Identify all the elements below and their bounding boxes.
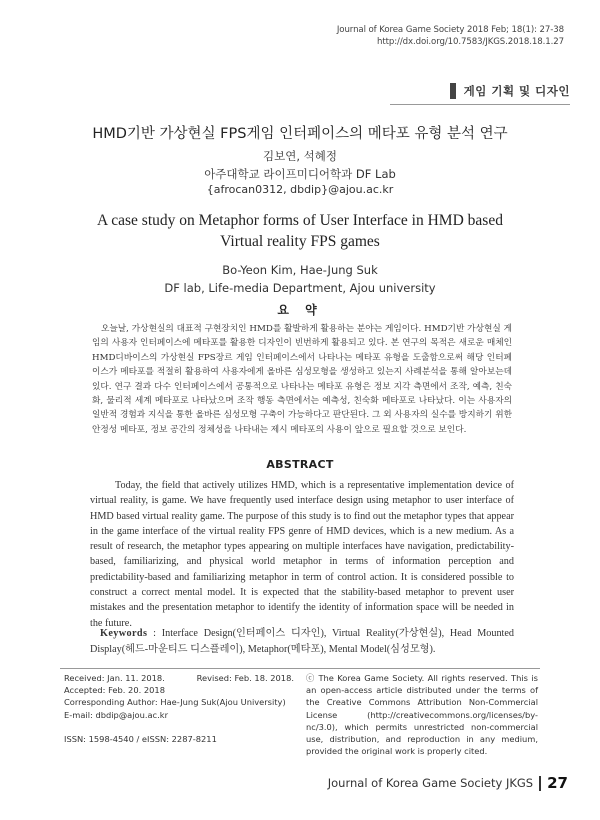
affiliation-english: DF lab, Life-media Department, Ajou university <box>164 281 436 295</box>
title-english <box>0 210 600 252</box>
keywords <box>90 626 514 657</box>
page-footer <box>328 774 568 792</box>
title-english-line2: Virtual reality FPS games <box>220 233 380 250</box>
issn: ISSN: 1598-4540 / eISSN: 2287-8211 <box>64 733 217 744</box>
license-notice: ⓒ The Korea Game Society. All rights reserved. This is an open-access article distributed under the terms of the Creative Commons Attribution Non-Commercial License (http://creativecommons.org/licenses/by-nc/3.0), which permits unrestricted non-commercial use, distribution, and reproduction in any medium, provided the original work is properly cited. <box>306 673 538 757</box>
abstract-english: Today, the field that actively utilizes HMD, which is a representative implementation device of virtual reality, is game. We have frequently used interface design using metaphor to user interface of HMD based virtual reality game. The purpose of this study is to find out the metaphor types that appear in the game interface of the virtual reality FPS genre of HMD devices, which is a new medium. As a result of research, the metaphor types appearing on multiple interfaces have navigation, predictability-based, familiarizing, and physical world metaphor in terms of information perception and predictability-based and familiarizing metaphor in term of control action. It is considered possible to construct a correct mental model. It is expected that the stability-based metaphor to prevent user mistakes and the presentation metaphor to identify the identity of information space will be needed in the future. <box>90 480 514 629</box>
received-date: Received: Jan. 11. 2018. <box>64 673 165 683</box>
authors-english: Bo-Yeon Kim, Hae-Jung Suk <box>222 263 378 277</box>
title-korean: HMD기반 가상현실 FPS게임 인터페이스의 메타포 유형 분석 연구 <box>92 126 508 142</box>
footer-journal-name: Journal of Korea Game Society JKGS <box>327 776 534 790</box>
article-history <box>64 672 294 745</box>
accepted-date: Accepted: Feb. 20. 2018 <box>64 685 165 696</box>
section-marker <box>450 83 456 99</box>
keywords-text: : Interface Design(인터페이스 디자인), Virtual Reality(가상현실), Head Mounted Display(헤드-마운티드 디스플레이), Metaphor(메타포), Mental Model(심성모형). <box>90 628 514 655</box>
affiliation-korean: 아주대학교 라이프미디어학과 DF Lab <box>204 167 396 181</box>
section-label: 게임 기획 및 디자인 <box>463 84 570 98</box>
journal-citation: Journal of Korea Game Society 2018 Feb; 18(1): 27-38 <box>336 25 564 35</box>
corresponding-email: E-mail: dbdip@ajou.ac.kr <box>64 709 168 720</box>
doi-link[interactable]: http://dx.doi.org/10.7583/JKGS.2018.18.1.27 <box>377 37 564 47</box>
keywords-label: Keywords <box>100 628 148 639</box>
footer-divider <box>60 668 540 669</box>
title-english-line1: A case study on Metaphor forms of User Interface in HMD based <box>97 212 503 229</box>
author-email: {afrocan0312, dbdip}@ajou.ac.kr <box>206 183 394 196</box>
footer-separator <box>539 776 541 791</box>
revised-date: Revised: Feb. 18. 2018. <box>196 673 294 683</box>
section-tag <box>450 81 570 101</box>
abstract-heading: ABSTRACT <box>266 458 334 471</box>
abstract-korean-heading: 요 약 <box>277 303 323 317</box>
abstract-korean: 오늘날, 가상현실의 대표적 구현장치인 HMD를 활발하게 활용하는 분야는 게임이다. HMD기반 가상현실 게임의 사용자 인터페이스에 메타포를 활용한 디자인이 빈번하게 활용되고 있다. 본 연구의 목적은 새로운 매체인 HMD디바이스의 가상현실 FPS장르 게임 인터페이스에서 나타나는 메타포 유형을 도출함으로써 해당 인터페이스가 메타포를 적절히 활용하여 사용자에게 올바른 심성모형을 생성하고 있는지 사례분석을 통해 알아보는데 있다. 연구 결과 다수 인터페이스에서 공통적으로 나타나는 메타포 유형은 정보 지각 측면에서 조작, 예측, 친숙화, 물리적 세계 메타포로 나타났으며 조작 행동 측면에서는 예측성, 친숙화 메타포로 나타났다. 이는 사용자의 일반적 경험과 지식을 통한 올바른 심성모형 구축이 가능하다고 판단된다. 그 외 사용자의 실수를 방지하기 위한 안정성 메타포, 정보 공간의 정체성을 나타내는 제시 메타포의 사용이 앞으로 필요할 것으로 보인다. <box>92 324 512 435</box>
authors-korean: 김보연, 석혜정 <box>263 149 337 163</box>
page-number: 27 <box>547 774 568 792</box>
corresponding-author: Corresponding Author: Hae-Jung Suk(Ajou University) <box>64 697 286 708</box>
header-divider <box>390 104 570 105</box>
